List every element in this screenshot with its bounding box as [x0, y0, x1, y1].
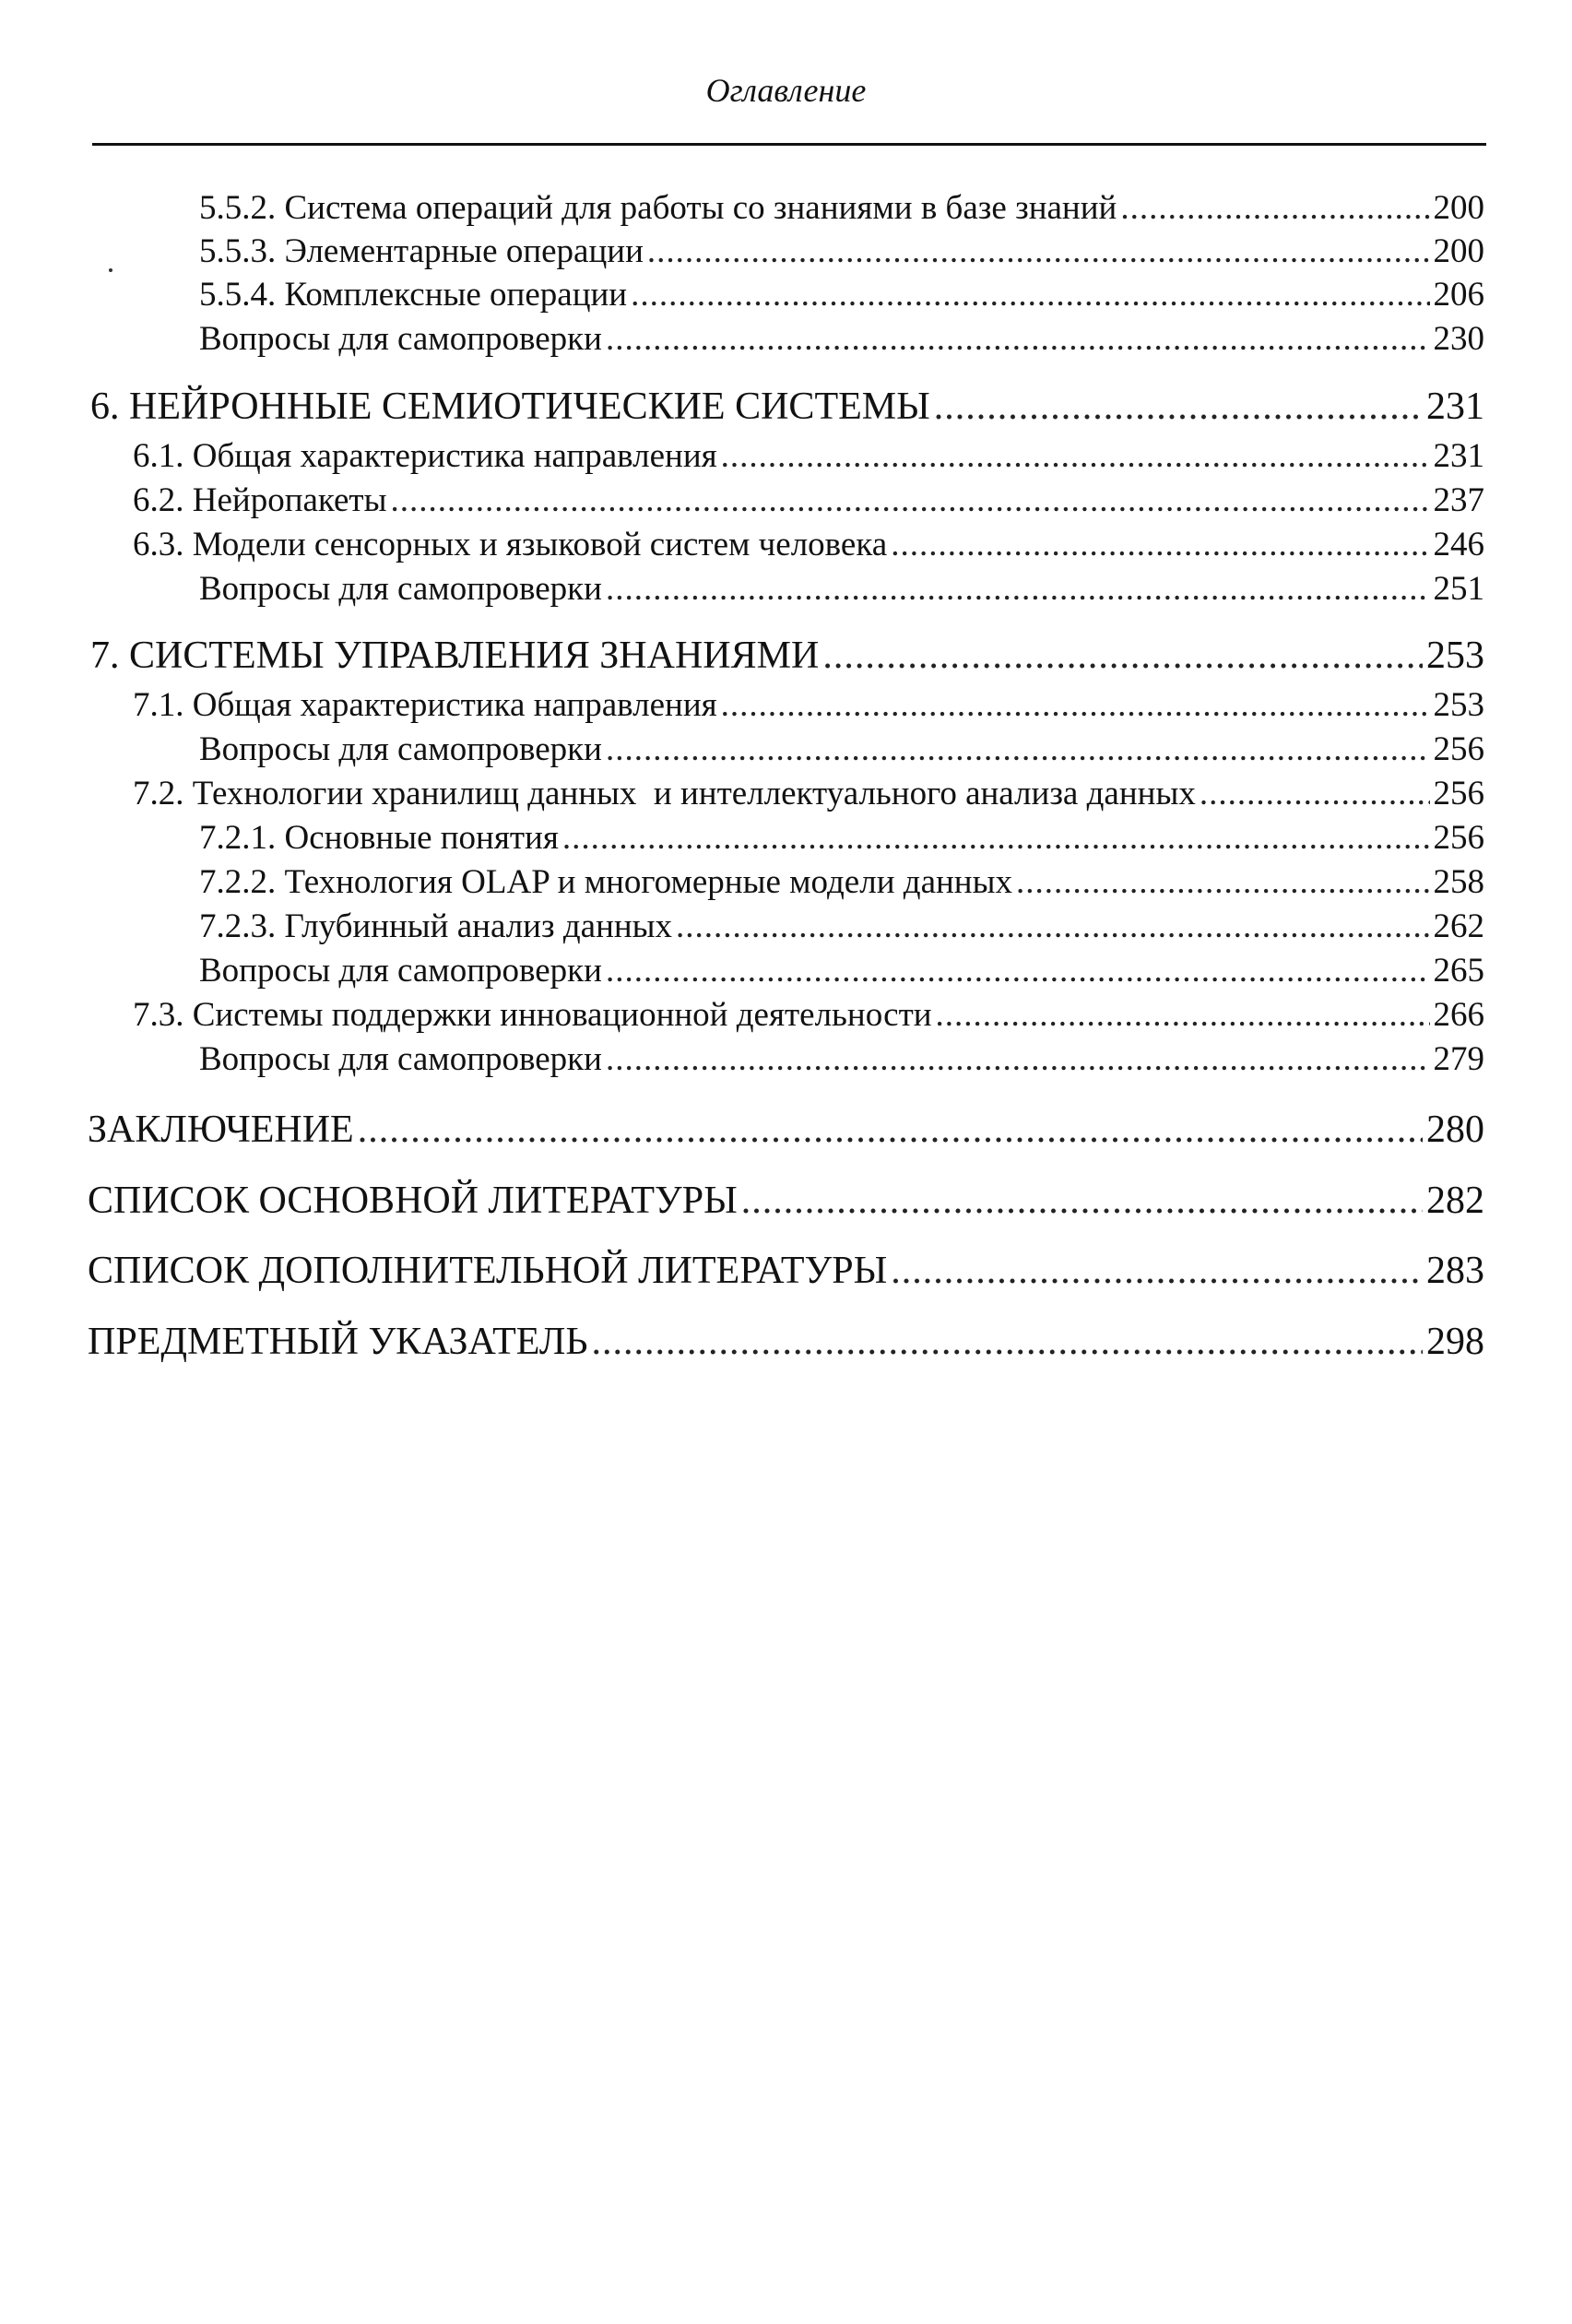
- toc-entry[interactable]: [199, 862, 1484, 903]
- toc-entry-page: 256: [1433, 819, 1484, 857]
- toc-entry-page: 246: [1433, 526, 1484, 563]
- leader-dots: [676, 907, 1429, 947]
- toc-entry-title: Вопросы для самопроверки: [199, 320, 602, 358]
- toc-chapter-entry[interactable]: [88, 1319, 1484, 1365]
- toc-entry-page: 256: [1433, 730, 1484, 768]
- toc-chapter-entry[interactable]: [88, 1178, 1484, 1224]
- toc-chapter-entry[interactable]: [90, 633, 1484, 679]
- leader-dots: [936, 995, 1430, 1036]
- toc-entry-title: 6.3. Модели сенсорных и языковой систем человека: [133, 526, 888, 563]
- toc-entry[interactable]: [199, 231, 1484, 272]
- leader-dots: [358, 1107, 1423, 1153]
- leader-dots: [822, 633, 1423, 679]
- toc-entry-title: Вопросы для самопроверки: [199, 1040, 602, 1078]
- toc-entry-title: СПИСОК ОСНОВНОЙ ЛИТЕРАТУРЫ: [88, 1180, 738, 1222]
- toc-entry-page: 282: [1426, 1180, 1484, 1222]
- toc-entry-title: ПРЕДМЕТНЫЙ УКАЗАТЕЛЬ: [88, 1321, 588, 1363]
- toc-entry-page: 266: [1433, 996, 1484, 1034]
- toc-entry-title: 5.5.3. Элементарные операции: [199, 232, 644, 270]
- toc-entry-title: 5.5.2. Система операций для работы со знаниями в базе знаний: [199, 189, 1117, 227]
- leader-dots: [647, 231, 1430, 272]
- toc-entry[interactable]: [199, 1039, 1484, 1080]
- leader-dots: [741, 1178, 1423, 1224]
- toc-entry-title: 7.2. Технологии хранилищ данных и интеллектуального анализа данных: [133, 775, 1196, 812]
- toc-entry-title: 6.2. Нейропакеты: [133, 481, 387, 519]
- leader-dots: [1120, 188, 1429, 229]
- toc-entry-title: 6.1. Общая характеристика направления: [133, 437, 717, 475]
- toc-chapter-entry[interactable]: [88, 1107, 1484, 1153]
- toc-entry-page: 230: [1433, 320, 1484, 358]
- toc-entry[interactable]: [199, 188, 1484, 229]
- toc-entry-page: 279: [1433, 1040, 1484, 1078]
- toc-entry-page: 280: [1426, 1109, 1484, 1151]
- leader-dots: [721, 685, 1430, 726]
- toc-entry-title: 5.5.4. Комплексные операции: [199, 276, 628, 314]
- toc-entry-title: 6. НЕЙРОННЫЕ СЕМИОТИЧЕСКИЕ СИСТЕМЫ: [90, 385, 930, 428]
- leader-dots: [721, 436, 1430, 477]
- toc-entry-page: 231: [1426, 385, 1484, 428]
- toc-entry-title: 7.2.3. Глубинный анализ данных: [199, 907, 673, 945]
- toc-entry-page: 200: [1433, 232, 1484, 270]
- toc-entry[interactable]: [199, 951, 1484, 991]
- toc-entry-page: 231: [1433, 437, 1484, 475]
- toc-entry-page: 237: [1433, 481, 1484, 519]
- toc-entry-page: 256: [1433, 775, 1484, 812]
- leader-dots: [891, 1248, 1423, 1294]
- toc-entry-page: 298: [1426, 1321, 1484, 1363]
- toc-entry-title: СПИСОК ДОПОЛНИТЕЛЬНОЙ ЛИТЕРАТУРЫ: [88, 1250, 888, 1292]
- leader-dots: [606, 569, 1430, 610]
- toc-entry[interactable]: [199, 275, 1484, 315]
- toc-entry-page: 206: [1433, 276, 1484, 314]
- toc-entry[interactable]: [133, 436, 1484, 477]
- toc-entry-title: ЗАКЛЮЧЕНИЕ: [88, 1109, 354, 1151]
- toc-entry[interactable]: [133, 995, 1484, 1036]
- toc-entry-page: 262: [1433, 907, 1484, 945]
- leader-dots: [606, 729, 1430, 770]
- header-divider: [92, 143, 1486, 146]
- toc-entry-title: Вопросы для самопроверки: [199, 730, 602, 768]
- toc-entry-title: 7.1. Общая характеристика направления: [133, 686, 717, 724]
- toc-entry-title: Вопросы для самопроверки: [199, 570, 602, 608]
- toc-entry-title: Вопросы для самопроверки: [199, 952, 602, 990]
- toc-entry[interactable]: [199, 319, 1484, 360]
- toc-entry-page: 253: [1433, 686, 1484, 724]
- toc-entry[interactable]: [133, 525, 1484, 565]
- toc-entry[interactable]: [133, 685, 1484, 726]
- toc-entry-page: 283: [1426, 1250, 1484, 1292]
- leader-dots: [606, 1039, 1430, 1080]
- page-header-title: Оглавление: [705, 72, 867, 109]
- leader-dots: [592, 1319, 1423, 1365]
- toc-entry[interactable]: [133, 774, 1484, 814]
- toc-entry[interactable]: [199, 569, 1484, 610]
- toc-entry-page: 265: [1433, 952, 1484, 990]
- toc-chapter-entry[interactable]: [88, 1248, 1484, 1294]
- toc-entry-title: 7.3. Системы поддержки инновационной деятельности: [133, 996, 932, 1034]
- toc-entry-title: 7.2.1. Основные понятия: [199, 819, 559, 857]
- leader-dots: [562, 818, 1430, 859]
- toc-entry-title: 7.2.2. Технология OLAP и многомерные модели данных: [199, 863, 1012, 901]
- leader-dots: [891, 525, 1429, 565]
- toc-entry[interactable]: [199, 907, 1484, 947]
- toc-entry-page: 200: [1433, 189, 1484, 227]
- leader-dots: [606, 951, 1430, 991]
- leader-dots: [631, 275, 1429, 315]
- toc-entry-page: 251: [1433, 570, 1484, 608]
- leader-dots: [934, 384, 1423, 430]
- toc-chapter-entry[interactable]: [90, 384, 1484, 430]
- leader-dots: [390, 480, 1429, 521]
- toc-entry[interactable]: [133, 480, 1484, 521]
- leader-dots: [1200, 774, 1430, 814]
- print-speck: [109, 268, 112, 272]
- leader-dots: [1016, 862, 1430, 903]
- toc-entry[interactable]: [199, 818, 1484, 859]
- toc-entry-title: 7. СИСТЕМЫ УПРАВЛЕНИЯ ЗНАНИЯМИ: [90, 634, 820, 677]
- toc-entry-page: 258: [1433, 863, 1484, 901]
- toc-entry-page: 253: [1426, 634, 1484, 677]
- leader-dots: [606, 319, 1430, 360]
- toc-entry[interactable]: [199, 729, 1484, 770]
